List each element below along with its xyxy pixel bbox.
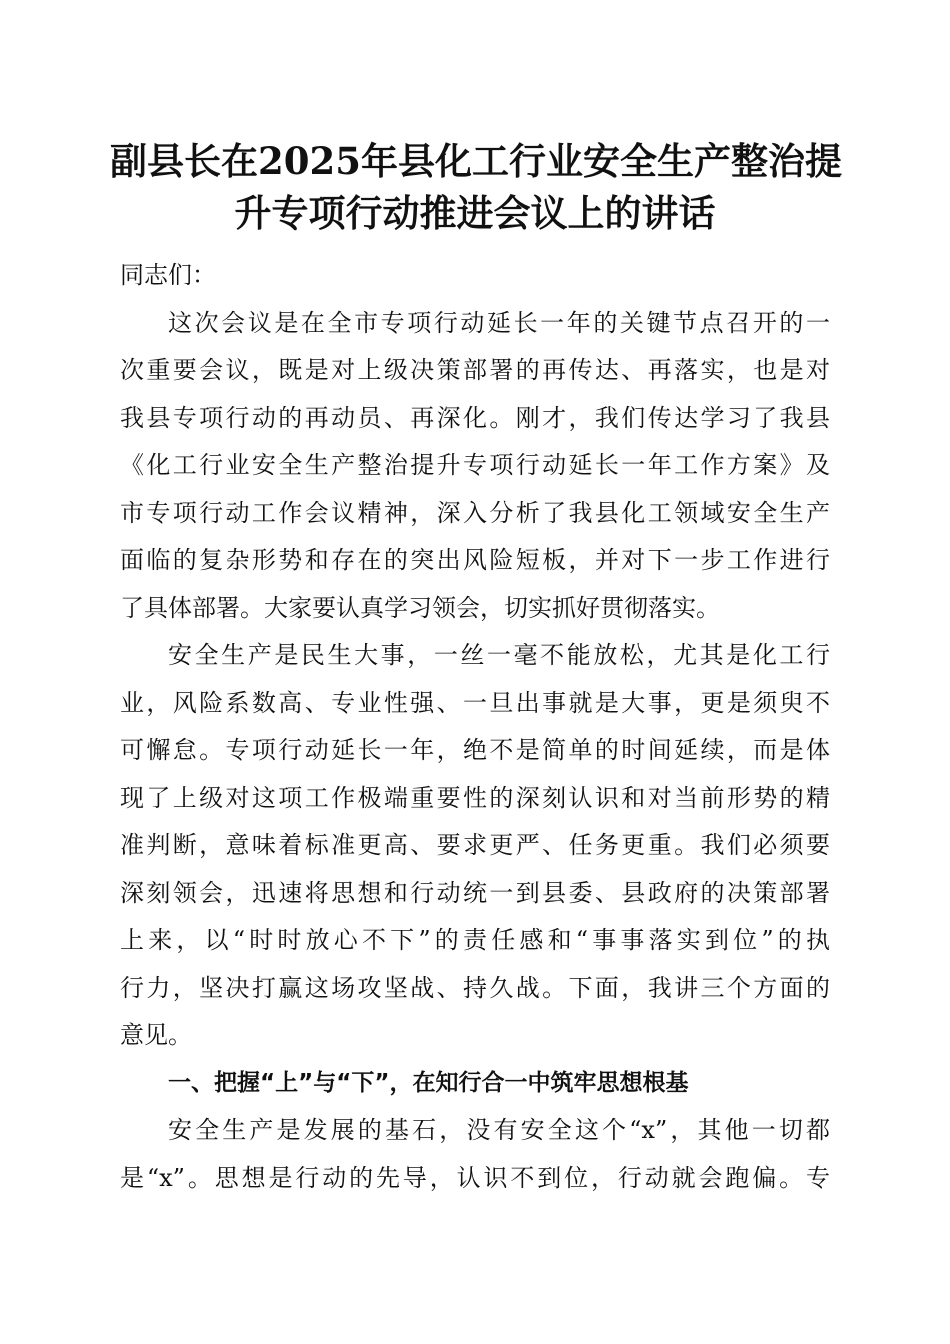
- salutation: 同志们：: [120, 261, 216, 289]
- document-body: [120, 252, 830, 1202]
- paragraph-line: 上来，以“时时放心不下”的责任感和“事事落实到位”的执: [120, 926, 830, 954]
- paragraph-1: [120, 300, 830, 633]
- paragraph-line: 安全生产是发展的基石，没有安全这个“x”，其他一切都: [168, 1116, 830, 1144]
- paragraph-line: 准判断，意味着标准更高、要求更严、任务更重。我们必须要: [120, 831, 830, 859]
- paragraph-2: [120, 632, 830, 1060]
- paragraph-line: 这次会议是在全市专项行动延长一年的关键节点召开的一: [168, 308, 830, 337]
- paragraph-line: 意见。: [120, 1021, 192, 1049]
- paragraph-line: 次重要会议，既是对上级决策部署的再传达、再落实，也是对: [120, 356, 830, 384]
- paragraph-line: 了具体部署。大家要认真学习领会，切实抓好贯彻落实。: [120, 593, 720, 622]
- paragraph-line: 现了上级对这项工作极端重要性的深刻认识和对当前形势的精: [120, 783, 830, 812]
- paragraph-3: [120, 1107, 830, 1202]
- paragraph-line: 安全生产是民生大事，一丝一毫不能放松，尤其是化工行: [168, 641, 830, 669]
- paragraph-line: 业，风险系数高、专业性强、一旦出事就是大事，更是须臾不: [120, 688, 830, 717]
- section-heading: 一、把握“上”与“下”，在知行合一中筑牢思想根基: [168, 1069, 689, 1096]
- paragraph-line: 是“x”。思想是行动的先导，认识不到位，行动就会跑偏。专: [120, 1163, 830, 1192]
- paragraph-line: 市专项行动工作会议精神，深入分析了我县化工领域安全生产: [120, 498, 830, 527]
- paragraph-line: 深刻领会，迅速将思想和行动统一到县委、县政府的决策部署: [120, 878, 830, 907]
- paragraph-line: 面临的复杂形势和存在的突出风险短板，并对下一步工作进行: [120, 546, 830, 574]
- title-line-2: 升专项行动推进会议上的讲话: [234, 191, 716, 235]
- paragraph-line: 行力，坚决打赢这场攻坚战、持久战。下面，我讲三个方面的: [120, 973, 830, 1002]
- paragraph-line: 可懈怠。专项行动延长一年，绝不是简单的时间延续，而是体: [120, 736, 830, 764]
- title-line-1: 副县长在2025年县化工行业安全生产整治提: [110, 139, 842, 183]
- document-title: [110, 135, 840, 239]
- paragraph-line: 《化工行业安全生产整治提升专项行动延长一年工作方案》及: [120, 451, 830, 479]
- paragraph-line: 我县专项行动的再动员、再深化。刚才，我们传达学习了我县: [120, 403, 830, 432]
